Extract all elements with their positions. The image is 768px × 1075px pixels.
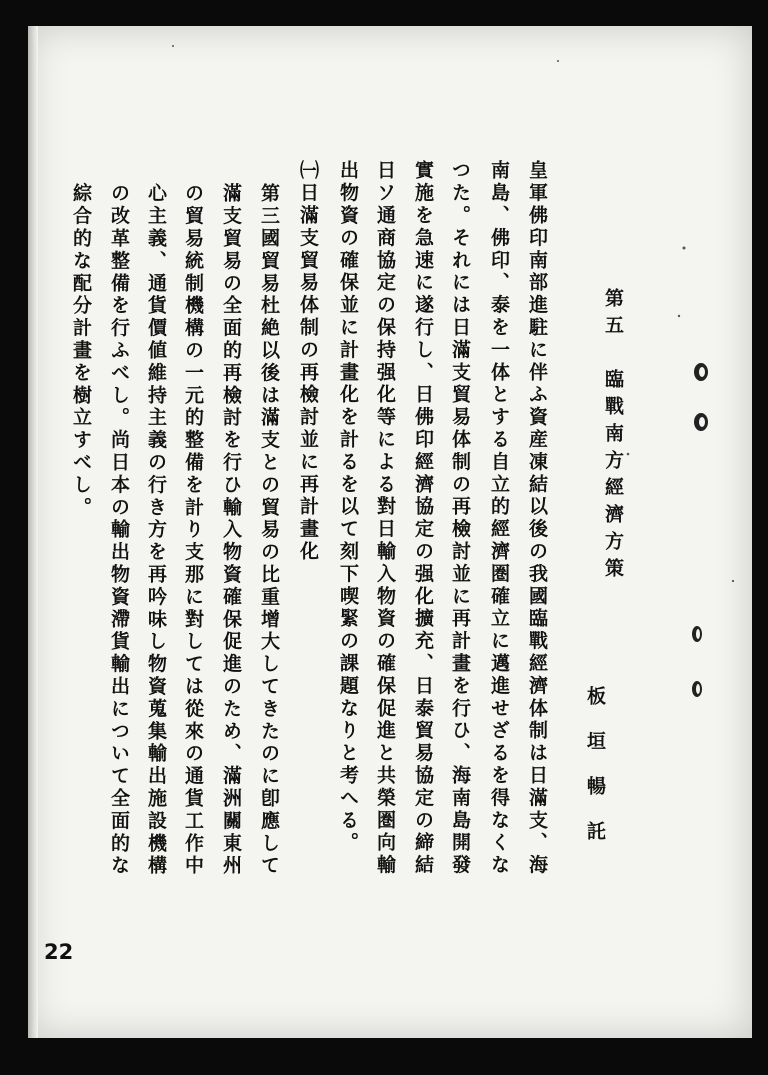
text-column: 實施を急速に遂行し、日佛印經濟協定の强化擴充、日泰貿易協定の締結: [412, 160, 434, 877]
text-column: 心主義、通貨價値維持主義の行き方を再吟味し物資蒐集輸出施設機構: [145, 183, 167, 878]
text-column: つた。それには日滿支貿易体制の再檢討並に再計畫を行ひ、海南島開發: [449, 160, 471, 877]
text-column: 出物資の確保並に計畫化を計るを以て刻下喫緊の課題なりと考へる。: [337, 160, 359, 855]
text-column: の改革整備を行ふべし。尚日本の輸出物資滯貨輸出について全面的な: [108, 183, 130, 878]
section-heading: ㈠日滿支貿易体制の再檢討並に再計畫化: [297, 160, 319, 564]
text-column: の貿易統制機構の一元的整備を計り支那に對しては從來の通貨工作中: [182, 183, 204, 878]
text-column: 滿支貿易の全面的再檢討を行ひ輸入物資確保促進のため、滿洲關東州: [220, 183, 242, 878]
text-column: 綜合的な配分計畫を樹立すべし。: [70, 183, 92, 519]
punch-hole-marks: [692, 363, 708, 697]
text-column: 南島、佛印、泰を一体とする自立的經濟圏確立に邁進せざるを得なくな: [488, 160, 510, 877]
text-column: 皇軍佛印南部進駐に伴ふ資産凍結以後の我國臨戰經濟体制は日滿支、海: [526, 160, 548, 877]
author-name: 板垣暢託: [584, 686, 606, 866]
page-number: 22: [44, 940, 74, 964]
text-column: 日ソ通商協定の保持强化等による對日輸入物資の確保促進と共榮圏向輸: [374, 160, 396, 877]
chapter-title: 第五 臨戰南方經濟方策: [602, 288, 624, 585]
text-column: 第三國貿易杜絶以後は滿支との貿易の比重增大してきたのに卽應して: [258, 183, 280, 878]
document-page: [28, 26, 752, 1038]
